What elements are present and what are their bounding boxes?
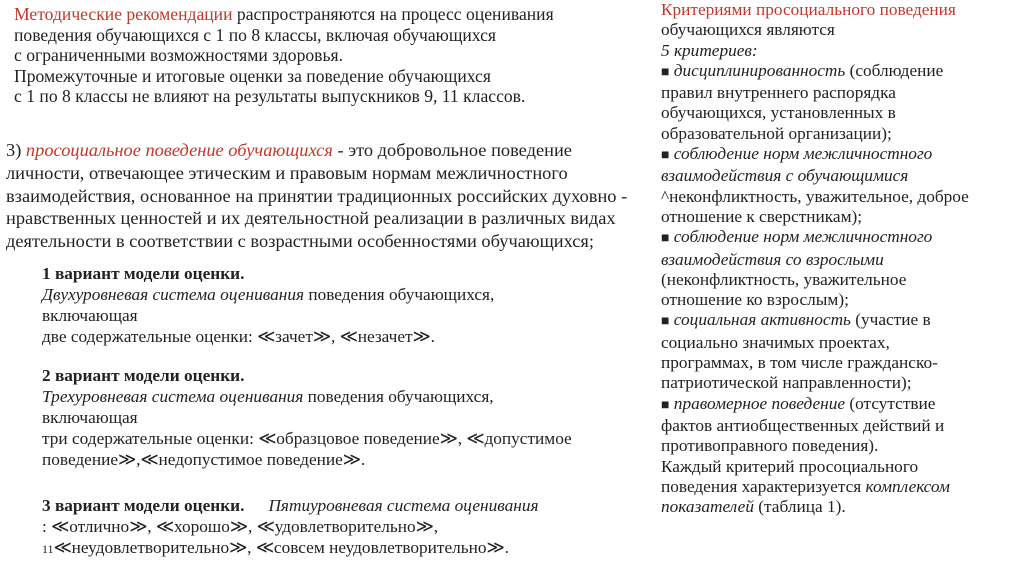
variant-3 bbox=[42, 495, 642, 560]
variant-1-including: включающая bbox=[42, 306, 138, 325]
intro-line-5: с 1 по 8 классы не влияют на результаты выпускников 9, 11 классов. bbox=[14, 86, 526, 106]
criteria-conclusion-3: показателей (таблица 1). bbox=[661, 497, 846, 517]
criteria-conclusion-2: поведения характеризуется комплексом bbox=[661, 476, 950, 496]
variant-3-heading: 3 вариант модели оценки. bbox=[42, 496, 245, 515]
intro-line-3: с ограниченными возможностями здоровья. bbox=[14, 45, 343, 65]
variant-1-grades: две содержательные оценки: ≪зачет≫, ≪незачет≫. bbox=[42, 327, 435, 346]
criteria-title: Критериями просоциального поведения bbox=[661, 0, 956, 19]
intro-paragraph bbox=[14, 4, 634, 107]
definition-line-3: взаимодействия, основанное на принятии традиционных российских духовно - bbox=[6, 185, 628, 206]
intro-line-2: поведения обучающихся с 1 по 8 классы, включая обучающихся bbox=[14, 24, 496, 45]
criterion-1: ■ дисциплинированность (соблюдение bbox=[661, 60, 944, 80]
definition-line-2: личности, отвечающее этическим и правовым нормам межличностного bbox=[6, 162, 568, 183]
definition-line-5: деятельности в соответствии с возрастными особенностями обучающихся; bbox=[6, 231, 594, 252]
page-number: 11 bbox=[42, 542, 54, 556]
variant-2-including: включающая bbox=[42, 408, 138, 427]
intro-line-1: Методические рекомендации распространяются на процесс оценивания bbox=[14, 4, 554, 24]
bullet-square-icon: ■ bbox=[661, 397, 670, 413]
criteria-subtitle: обучающихся являются bbox=[661, 20, 835, 40]
definition-line-1: 3) просоциальное поведение обучающихся - это добровольное поведение bbox=[6, 140, 572, 160]
variant-1-heading: 1 вариант модели оценки. bbox=[42, 264, 245, 283]
criterion-4: ■ социальная активность (участие в bbox=[661, 310, 931, 330]
definition-term: просоциальное поведение обучающихся bbox=[25, 140, 333, 160]
bullet-square-icon: ■ bbox=[661, 314, 670, 330]
variant-1-system: Двухуровневая система оценивания поведения обучающихся, bbox=[42, 285, 495, 304]
definition-line-4: нравственных ценностей и их деятельностной реализации в различных видах bbox=[6, 208, 616, 229]
bullet-square-icon: ■ bbox=[661, 148, 670, 164]
criteria-column: Критериями просоциального поведения обучающихся являются 5 критериев: ■ дисциплинированность (соблюдение правил внутреннего распорядка обучающихся, установленных в образовательной организации); ■ соблюдение норм межличностного взаимодействия с обучающимися ^неконфликтность, уважительное, доброе отношение к сверстникам); ■ соблюдение норм межличностного взаимодействия со взрослыми (неконфликтность, уважительное отношение ко взрослым); ■ социальная активность (участие в социально значимых проектах, программах, в том числе гражданско- патриотической направленности); ■ правомерное поведение (отсутствие фактов антиобщественных действий и противоправного поведения). Каждый критерий просоциального поведения характеризуется комплексом показателей (таблица 1). bbox=[661, 0, 1021, 517]
variant-3-grades-1: : ≪отлично≫, ≪хорошо≫, ≪удовлетворительно≫, bbox=[42, 517, 439, 536]
variant-3-system: Пятиуровневая система оценивания bbox=[268, 496, 539, 515]
intro-line-4: Промежуточные и итоговые оценки за поведение обучающихся bbox=[14, 65, 491, 86]
variant-2-system: Трехуровневая система оценивания поведения обучающихся, bbox=[42, 387, 494, 406]
criteria-conclusion-1: Каждый критерий просоциального bbox=[661, 456, 919, 476]
variant-3-grades-2: ≪неудовлетворительно≫, ≪совсем неудовлетворительно≫. bbox=[53, 538, 509, 557]
bullet-square-icon: ■ bbox=[661, 231, 670, 247]
prosocial-definition bbox=[6, 139, 646, 253]
variant-2-grades-2: поведение≫,≪недопустимое поведение≫. bbox=[42, 450, 366, 469]
variant-1 bbox=[42, 263, 642, 347]
criteria-count: 5 критериев: bbox=[661, 40, 758, 60]
variant-3-grades-2-line bbox=[42, 537, 642, 560]
bullet-square-icon: ■ bbox=[661, 64, 670, 80]
variant-2-heading: 2 вариант модели оценки. bbox=[42, 366, 245, 385]
criterion-5: ■ правомерное поведение (отсутствие bbox=[661, 393, 936, 413]
criterion-2: ■ соблюдение норм межличностного bbox=[661, 144, 933, 164]
variant-2-grades-1: три содержательные оценки: ≪образцовое поведение≫, ≪допустимое bbox=[42, 429, 572, 448]
intro-title: Методические рекомендации bbox=[14, 4, 233, 24]
variant-2 bbox=[42, 365, 642, 470]
variant-3-heading-line bbox=[42, 495, 642, 516]
criterion-3: ■ соблюдение норм межличностного bbox=[661, 227, 933, 247]
